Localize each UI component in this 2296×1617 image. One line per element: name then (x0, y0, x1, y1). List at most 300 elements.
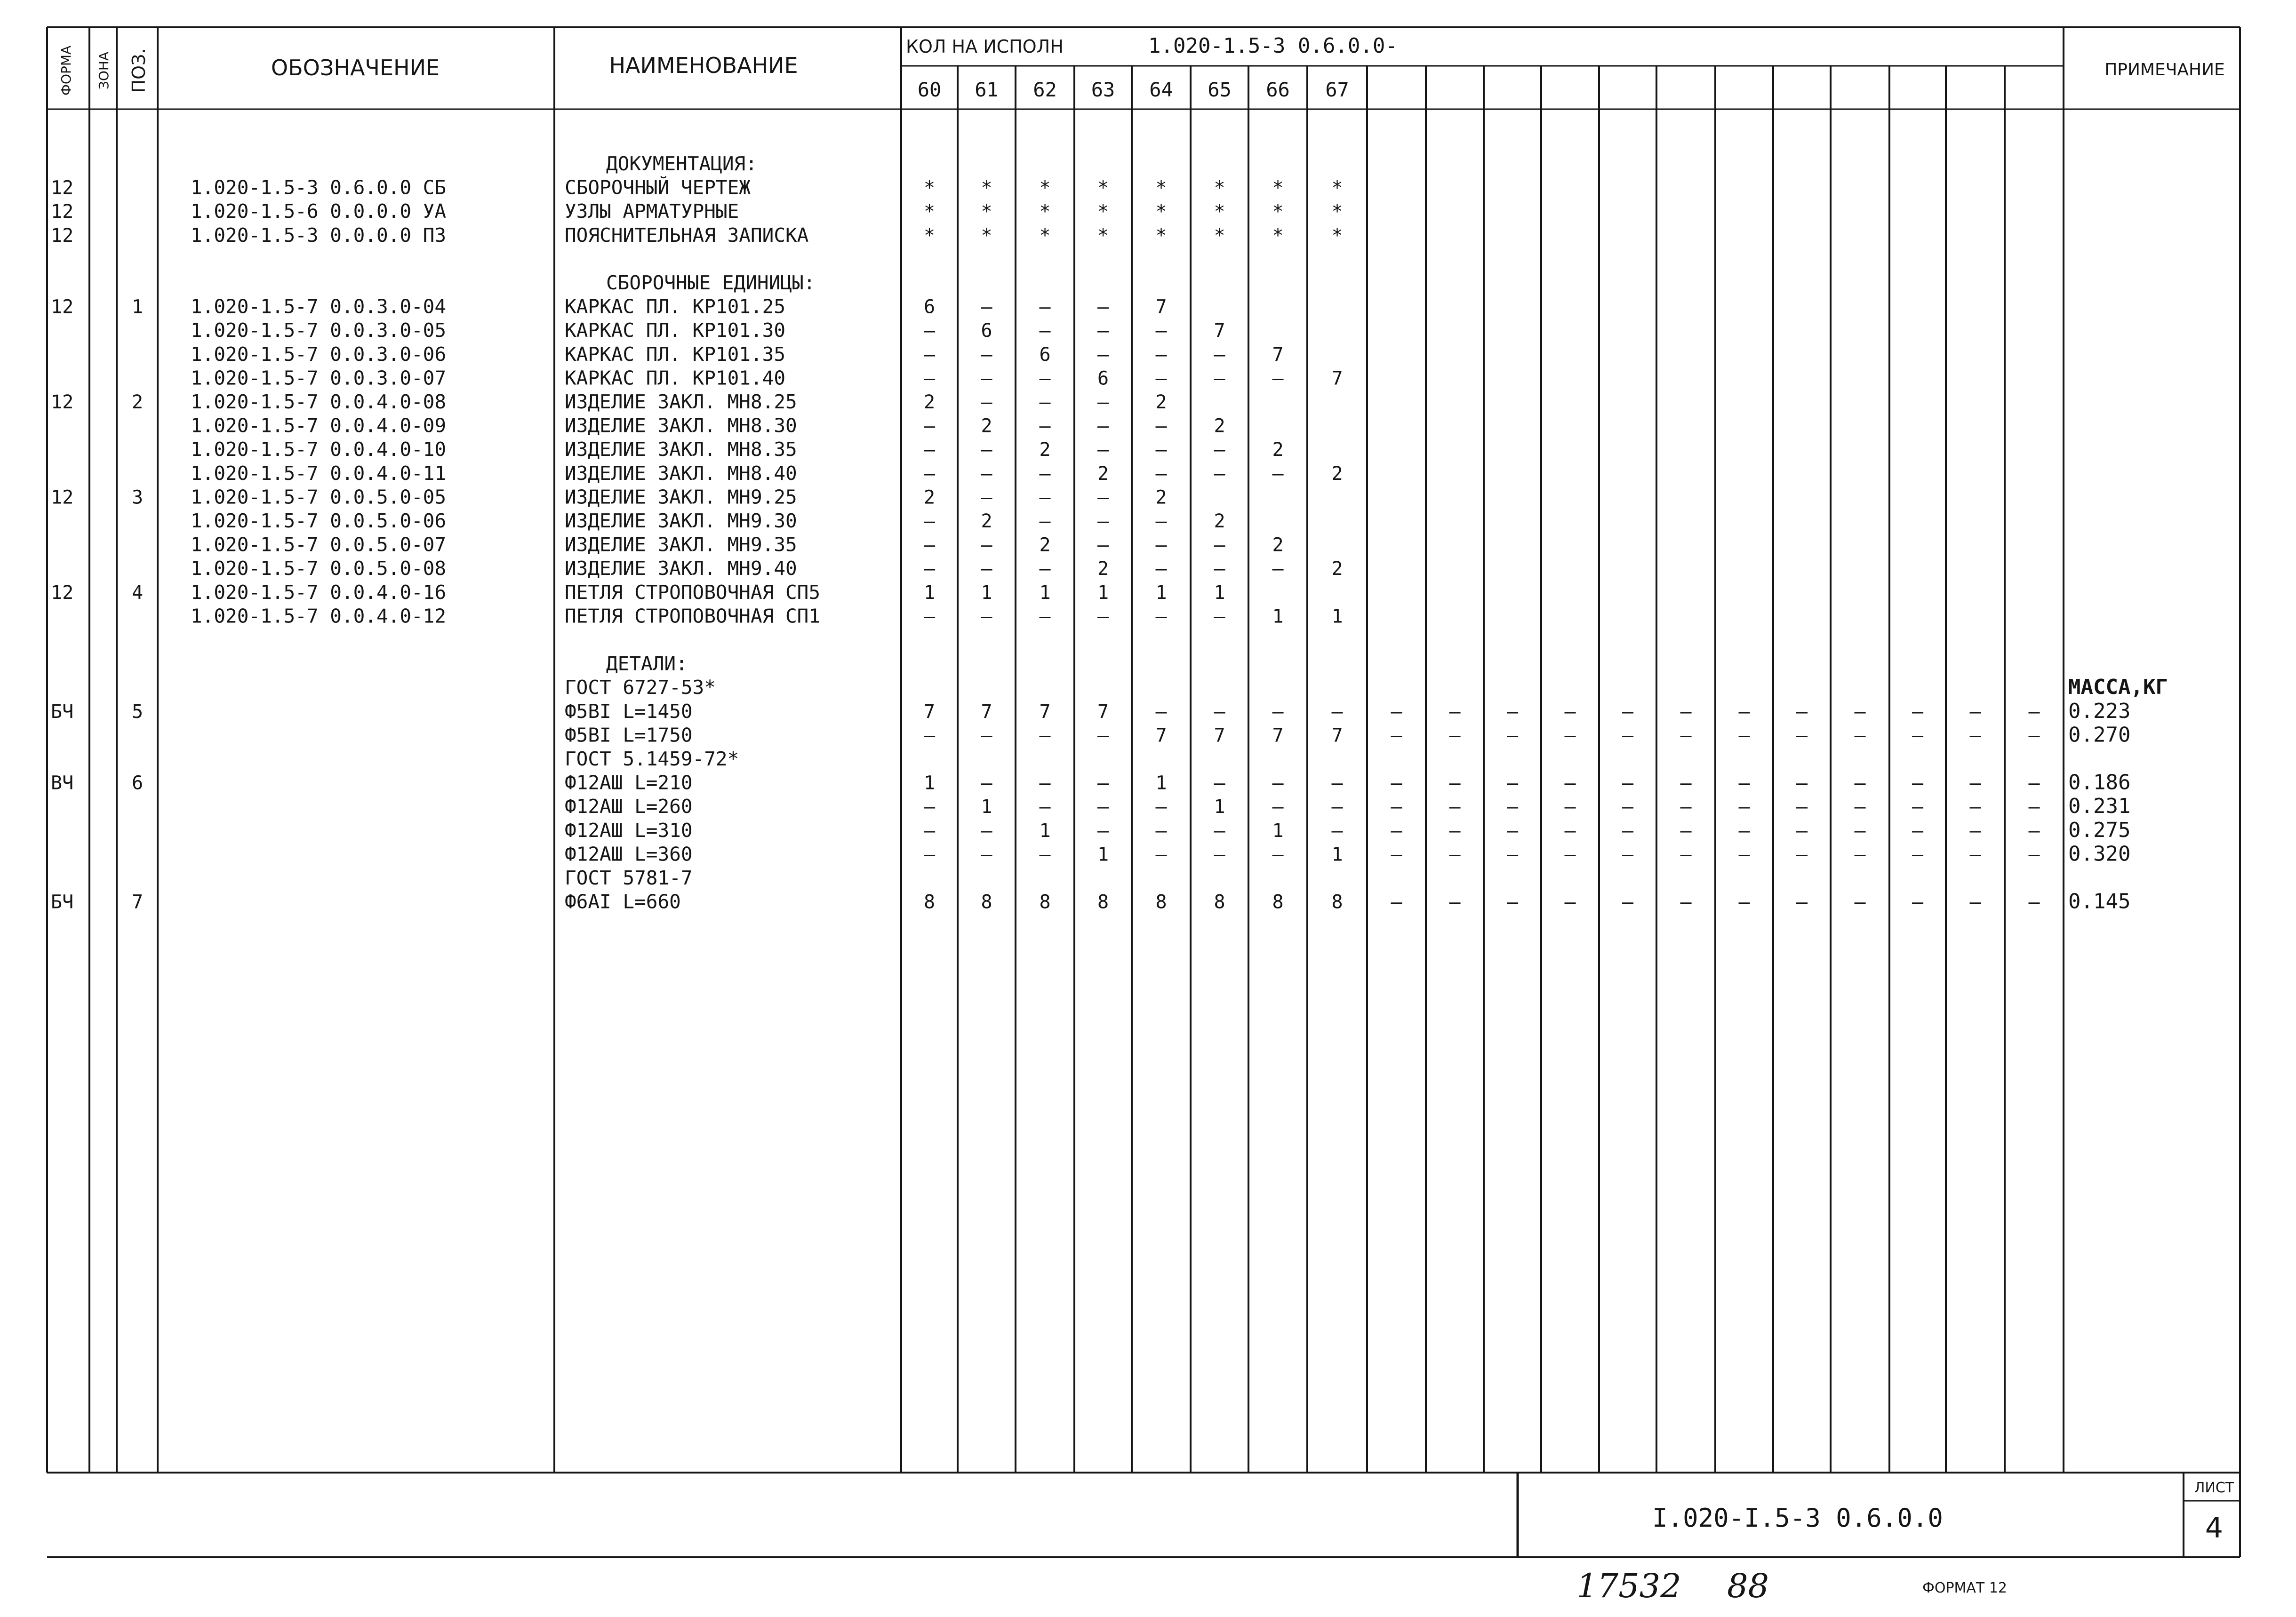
qty-cell: – (923, 415, 936, 437)
qty-cell: 1 (1272, 605, 1284, 628)
poz-cell: 4 (131, 581, 144, 604)
qty-cell: – (1097, 772, 1109, 794)
qty-cell: – (1391, 820, 1402, 842)
name-cell: ДОКУМЕНТАЦИЯ: (606, 152, 757, 175)
qty-cell: – (1796, 891, 1808, 913)
qty-cell: – (1506, 844, 1519, 866)
name-cell: ИЗДЕЛИЕ ЗАКЛ. МН8.35 (565, 438, 797, 461)
header-zona: ЗОНА (96, 51, 112, 90)
qty-cell: * (923, 201, 936, 223)
qty-cell: – (1622, 844, 1634, 866)
name-cell: ИЗДЕЛИЕ ЗАКЛ. МН9.35 (565, 533, 797, 556)
qty-cell: – (1391, 891, 1402, 913)
qty-cell: * (1039, 177, 1051, 199)
name-cell: СБОРОЧНЫЙ ЧЕРТЕЖ (565, 176, 751, 199)
qty-cell: – (1331, 796, 1343, 818)
designation-cell: 1.020-1.5-6 0.0.0.0 УА (191, 200, 447, 223)
qty-cell: – (1912, 844, 1924, 866)
qty-cell: – (1680, 844, 1692, 866)
qty-cell: – (1449, 701, 1461, 723)
note-cell: 0.223 (2068, 699, 2131, 723)
qty-cell: – (1564, 820, 1576, 842)
qty-cell: 1 (1155, 581, 1167, 604)
qty-cell: 7 (1272, 725, 1284, 747)
qty-cell: – (1155, 510, 1167, 532)
qty-cell: * (981, 201, 992, 223)
qty-cell: * (1272, 201, 1284, 223)
qty-cell: 7 (923, 701, 936, 723)
table-row (606, 271, 815, 294)
qty-cell: – (1155, 462, 1167, 485)
poz-cell: 5 (131, 701, 144, 723)
designation-cell: 1.020-1.5-7 0.0.4.0-10 (191, 438, 447, 461)
header-forma: ФОРМА (58, 45, 74, 96)
qty-cell: – (1680, 820, 1692, 842)
name-cell: ПЕТЛЯ СТРОПОВОЧНАЯ СП1 (565, 605, 821, 628)
qty-cell: – (1097, 820, 1109, 842)
qty-cell: 2 (1272, 534, 1284, 556)
qty-cell: – (1912, 701, 1924, 723)
qty-cell: 1 (981, 581, 992, 604)
qty-cell: – (1155, 439, 1167, 461)
qty-cell: – (1214, 462, 1225, 485)
qty-cell: – (981, 391, 992, 413)
qty-cell: – (1622, 701, 1634, 723)
designation-cell: 1.020-1.5-7 0.0.3.0-06 (191, 343, 447, 366)
qty-cell: 8 (981, 891, 992, 913)
qty-cell: – (1272, 462, 1284, 485)
qty-cell: – (1564, 796, 1576, 818)
qty-cell: – (1039, 296, 1051, 318)
qty-cell: 7 (1272, 343, 1284, 366)
name-cell: Ф12АШ L=360 (565, 843, 693, 866)
qty-cell: – (2028, 796, 2040, 818)
poz-cell: 6 (131, 772, 144, 794)
qty-cell: 6 (923, 296, 936, 318)
designation-cell: 1.020-1.5-7 0.0.3.0-07 (191, 366, 447, 390)
designation-cell: 1.020-1.5-7 0.0.4.0-16 (191, 581, 447, 604)
forma-cell: 12 (51, 581, 74, 604)
qty-cell: 1 (1272, 820, 1284, 842)
qty-cell: 8 (1272, 891, 1284, 913)
qty-cell: – (1097, 486, 1109, 509)
qty-cell: 2 (1331, 558, 1343, 580)
document-code: I.020-I.5-3 0.6.0.0 (1652, 1503, 1943, 1533)
forma-cell: 12 (51, 391, 74, 413)
qty-cell: – (1214, 534, 1225, 556)
poz-cell: 2 (131, 391, 144, 413)
name-cell: ГОСТ 5781-7 (565, 867, 693, 889)
qty-cell: 7 (1155, 725, 1167, 747)
qty-cell: 1 (1039, 820, 1051, 842)
qty-cell: * (1155, 201, 1167, 223)
qty-cell: * (1155, 224, 1167, 247)
qty-cell: – (1796, 701, 1808, 723)
name-cell: ДЕТАЛИ: (606, 652, 688, 675)
qty-cell: – (1155, 558, 1167, 580)
qty-cell: – (2028, 725, 2040, 747)
qty-cell: 8 (1039, 891, 1051, 913)
qty-cell: – (1272, 558, 1284, 580)
qty-cell: 8 (1331, 891, 1343, 913)
note-cell: 0.145 (2068, 889, 2131, 914)
qty-cell: – (981, 558, 992, 580)
qty-cell: – (2028, 820, 2040, 842)
qty-cell: – (1854, 844, 1866, 866)
qty-cell: – (1039, 558, 1051, 580)
qty-cell: – (1214, 605, 1225, 628)
qty-cell: 8 (1097, 891, 1109, 913)
qty-cell: – (1912, 820, 1924, 842)
qty-cell: * (1214, 201, 1225, 223)
name-cell: ИЗДЕЛИЕ ЗАКЛ. МН9.30 (565, 510, 797, 532)
qty-cell: – (1155, 605, 1167, 628)
name-cell: КАРКАС ПЛ. КР101.25 (565, 295, 785, 318)
designation-cell: 1.020-1.5-3 0.0.0.0 ПЗ (191, 223, 447, 247)
qty-cell: – (923, 534, 936, 556)
qty-cell: – (1155, 844, 1167, 866)
qty-cell: – (1039, 772, 1051, 794)
qty-cell: 2 (1039, 439, 1051, 461)
qty-cell: – (1912, 725, 1924, 747)
qty-cell: – (1039, 462, 1051, 485)
qty-cell: – (923, 558, 936, 580)
qty-cell: – (981, 725, 992, 747)
handwritten-page-number: 88 (1727, 1567, 1769, 1605)
qty-cell: – (981, 486, 992, 509)
qty-cell: * (1097, 201, 1109, 223)
designation-cell: 1.020-1.5-7 0.0.5.0-06 (191, 510, 447, 532)
name-cell: ПОЯСНИТЕЛЬНАЯ ЗАПИСКА (565, 223, 809, 247)
qty-cell: – (923, 605, 936, 628)
name-cell: КАРКАС ПЛ. КР101.35 (565, 343, 785, 366)
qty-cell: – (1738, 725, 1750, 747)
name-cell: ИЗДЕЛИЕ ЗАКЛ. МН8.30 (565, 414, 797, 437)
name-cell: КАРКАС ПЛ. КР101.40 (565, 366, 785, 390)
qty-cell: – (1391, 772, 1402, 794)
name-cell: Ф12АШ L=210 (565, 771, 693, 794)
qty-cell: 2 (981, 415, 992, 437)
qty-cell: – (1622, 725, 1634, 747)
name-cell: Ф12АШ L=310 (565, 819, 693, 842)
qty-cell: – (1854, 796, 1866, 818)
qty-cell: 1 (1039, 581, 1051, 604)
qty-cell: 7 (1331, 725, 1343, 747)
qty-cell: – (1912, 772, 1924, 794)
qty-cell: * (1039, 224, 1051, 247)
name-cell: Ф5ВI L=1450 (565, 700, 693, 723)
variant-label: 61 (975, 78, 999, 101)
qty-cell: – (1097, 439, 1109, 461)
qty-cell: – (1039, 844, 1051, 866)
qty-cell: 2 (1331, 462, 1343, 485)
note-cell: 0.186 (2068, 770, 2131, 795)
qty-cell: 1 (1331, 605, 1343, 628)
qty-cell: – (1506, 701, 1519, 723)
qty-cell: – (981, 343, 992, 366)
name-cell: ИЗДЕЛИЕ ЗАКЛ. МН8.25 (565, 390, 797, 413)
qty-cell: 7 (1214, 725, 1225, 747)
qty-cell: – (1039, 391, 1051, 413)
designation-cell: 1.020-1.5-7 0.0.4.0-08 (191, 390, 447, 413)
qty-cell: – (1039, 725, 1051, 747)
qty-cell: – (1039, 367, 1051, 390)
qty-cell: 1 (1097, 581, 1109, 604)
qty-cell: – (1155, 820, 1167, 842)
qty-cell: – (1796, 844, 1808, 866)
forma-cell: 12 (51, 296, 74, 318)
name-cell: Ф12АШ L=260 (565, 795, 693, 818)
sheet-number: 4 (2205, 1512, 2224, 1545)
qty-cell: 2 (1214, 510, 1225, 532)
qty-cell: – (1969, 820, 1981, 842)
qty-cell: – (1796, 820, 1808, 842)
note-cell: 0.320 (2068, 842, 2131, 866)
qty-cell: – (1039, 320, 1051, 342)
qty-cell: * (1155, 177, 1167, 199)
qty-cell: – (1854, 891, 1866, 913)
qty-cell: – (1680, 796, 1692, 818)
designation-cell: 1.020-1.5-7 0.0.5.0-08 (191, 557, 447, 580)
qty-cell: – (1097, 510, 1109, 532)
name-cell: ИЗДЕЛИЕ ЗАКЛ. МН8.40 (565, 462, 797, 485)
qty-cell: – (1969, 891, 1981, 913)
qty-cell: – (1854, 701, 1866, 723)
qty-cell: 8 (923, 891, 936, 913)
qty-cell: – (981, 296, 992, 318)
qty-cell: – (1391, 725, 1402, 747)
qty-cell: – (1097, 415, 1109, 437)
qty-cell: – (1214, 439, 1225, 461)
qty-cell: – (1272, 772, 1284, 794)
sheet-label: ЛИСТ (2194, 1480, 2234, 1496)
qty-cell: – (1097, 796, 1109, 818)
qty-cell: – (981, 439, 992, 461)
variant-label: 60 (917, 78, 942, 101)
qty-cell: – (1969, 844, 1981, 866)
qty-cell: – (981, 820, 992, 842)
qty-cell: – (1564, 891, 1576, 913)
qty-cell: * (981, 177, 992, 199)
qty-cell: – (1155, 796, 1167, 818)
qty-cell: * (1331, 201, 1343, 223)
qty-cell: 7 (1214, 320, 1225, 342)
qty-cell: – (1331, 772, 1343, 794)
qty-cell: – (923, 439, 936, 461)
qty-cell: – (1391, 844, 1402, 866)
qty-cell: – (1449, 844, 1461, 866)
qty-cell: – (1738, 796, 1750, 818)
note-cell: 0.231 (2068, 794, 2131, 819)
qty-cell: 2 (1214, 415, 1225, 437)
qty-cell: 1 (1097, 844, 1109, 866)
qty-cell: – (923, 462, 936, 485)
qty-cell: – (1680, 772, 1692, 794)
qty-cell: – (923, 844, 936, 866)
variant-label: 66 (1266, 78, 1290, 101)
header-primechanie: ПРИМЕЧАНИЕ (2104, 60, 2225, 80)
table-row (606, 152, 757, 175)
designation-cell: 1.020-1.5-7 0.0.3.0-05 (191, 319, 447, 342)
designation-cell: 1.020-1.5-3 0.6.0.0 СБ (191, 176, 447, 199)
qty-cell: – (1622, 772, 1634, 794)
qty-cell: – (1969, 796, 1981, 818)
qty-cell: – (1272, 367, 1284, 390)
forma-cell: ВЧ (51, 772, 74, 794)
qty-cell: 8 (1155, 891, 1167, 913)
qty-cell: – (1331, 701, 1343, 723)
qty-cell: – (1680, 701, 1692, 723)
qty-cell: – (1854, 820, 1866, 842)
qty-cell: 7 (1097, 701, 1109, 723)
qty-cell: – (1039, 796, 1051, 818)
variant-label: 62 (1033, 78, 1057, 101)
name-cell: ИЗДЕЛИЕ ЗАКЛ. МН9.25 (565, 486, 797, 509)
qty-cell: – (1155, 320, 1167, 342)
qty-cell: – (1155, 701, 1167, 723)
qty-cell: – (1449, 820, 1461, 842)
qty-cell: – (1680, 725, 1692, 747)
qty-cell: – (1622, 891, 1634, 913)
qty-cell: * (1097, 177, 1109, 199)
variant-label: 65 (1208, 78, 1232, 101)
qty-cell: – (2028, 772, 2040, 794)
header-oboznachenie: ОБОЗНАЧЕНИЕ (271, 55, 440, 80)
qty-cell: – (1564, 772, 1576, 794)
qty-cell: – (1796, 772, 1808, 794)
qty-cell: * (1214, 177, 1225, 199)
designation-cell: 1.020-1.5-7 0.0.4.0-11 (191, 462, 447, 485)
qty-cell: – (1097, 725, 1109, 747)
qty-cell: 6 (1039, 343, 1051, 366)
qty-cell: – (981, 462, 992, 485)
qty-cell: 8 (1214, 891, 1225, 913)
qty-cell: 2 (923, 391, 936, 413)
name-cell: ГОСТ 5.1459-72* (565, 748, 739, 770)
qty-cell: – (1738, 701, 1750, 723)
qty-cell: – (1155, 367, 1167, 390)
qty-cell: – (923, 796, 936, 818)
qty-cell: – (1854, 725, 1866, 747)
qty-cell: 1 (923, 772, 936, 794)
variant-label: 67 (1325, 78, 1349, 101)
qty-cell: – (1039, 415, 1051, 437)
qty-cell: – (1214, 820, 1225, 842)
qty-cell: – (1506, 796, 1519, 818)
name-cell: УЗЛЫ АРМАТУРНЫЕ (565, 200, 739, 223)
name-cell: Ф6АI L=660 (565, 890, 681, 913)
qty-cell: – (1738, 891, 1750, 913)
qty-cell: – (2028, 891, 2040, 913)
forma-cell: БЧ (51, 891, 74, 913)
name-cell: ИЗДЕЛИЕ ЗАКЛ. МН9.40 (565, 557, 797, 580)
qty-cell: – (923, 820, 936, 842)
poz-cell: 7 (131, 891, 144, 913)
qty-cell: – (1912, 891, 1924, 913)
qty-cell: 1 (1214, 581, 1225, 604)
qty-cell: 2 (1272, 439, 1284, 461)
note-cell: 0.270 (2068, 723, 2131, 747)
qty-cell: – (981, 367, 992, 390)
qty-cell: – (1097, 320, 1109, 342)
name-cell: КАРКАС ПЛ. КР101.30 (565, 319, 785, 342)
qty-cell: 2 (1097, 558, 1109, 580)
qty-cell: 7 (1039, 701, 1051, 723)
qty-cell: – (1449, 796, 1461, 818)
qty-cell: 7 (981, 701, 992, 723)
forma-cell: 12 (51, 201, 74, 223)
variant-label: 63 (1091, 78, 1115, 101)
designation-cell: 1.020-1.5-7 0.0.5.0-05 (191, 486, 447, 509)
table-row (565, 867, 693, 889)
qty-cell: – (1155, 534, 1167, 556)
qty-cell: 2 (981, 510, 992, 532)
qty-cell: – (1097, 534, 1109, 556)
forma-cell: БЧ (51, 701, 74, 723)
qty-cell: – (923, 343, 936, 366)
qty-cell: – (981, 844, 992, 866)
qty-cell: – (1039, 510, 1051, 532)
forma-cell: 12 (51, 224, 74, 247)
qty-cell: – (1449, 891, 1461, 913)
variant-label: 64 (1149, 78, 1173, 101)
qty-cell: – (1506, 772, 1519, 794)
qty-cell: – (1449, 772, 1461, 794)
qty-cell: – (1738, 820, 1750, 842)
poz-cell: 1 (131, 296, 144, 318)
qty-cell: – (1912, 796, 1924, 818)
note-cell: 0.275 (2068, 818, 2131, 842)
qty-cell: * (1214, 224, 1225, 247)
qty-cell: – (1506, 891, 1519, 913)
qty-cell: – (981, 772, 992, 794)
qty-cell: – (1214, 367, 1225, 390)
qty-cell: 6 (981, 320, 992, 342)
name-cell: Ф5ВI L=1750 (565, 724, 693, 747)
qty-cell: – (1680, 891, 1692, 913)
qty-cell: – (1969, 701, 1981, 723)
designation-cell: 1.020-1.5-7 0.0.4.0-12 (191, 605, 447, 628)
qty-cell: – (1272, 844, 1284, 866)
qty-cell: – (1506, 725, 1519, 747)
qty-cell: * (981, 224, 992, 247)
qty-cell: * (1331, 224, 1343, 247)
name-cell: ГОСТ 6727-53* (565, 676, 716, 699)
qty-cell: 2 (1039, 534, 1051, 556)
forma-cell: 12 (51, 486, 74, 509)
qty-cell: 2 (1155, 391, 1167, 413)
designation-cell: 1.020-1.5-7 0.0.3.0-04 (191, 295, 447, 318)
qty-cell: – (1214, 343, 1225, 366)
qty-cell: * (1272, 177, 1284, 199)
qty-cell: – (1097, 296, 1109, 318)
qty-cell: – (923, 367, 936, 390)
table-row (606, 653, 688, 675)
format-label: ФОРМАТ 12 (1922, 1580, 2007, 1596)
name-cell: СБОРОЧНЫЕ ЕДИНИЦЫ: (606, 271, 816, 294)
qty-cell: – (1155, 343, 1167, 366)
qty-cell: – (1214, 772, 1225, 794)
qty-cell: 1 (981, 796, 992, 818)
qty-cell: – (1854, 772, 1866, 794)
qty-cell: – (1391, 796, 1402, 818)
qty-cell: * (1039, 201, 1051, 223)
qty-cell: – (1097, 391, 1109, 413)
qty-cell: 2 (923, 486, 936, 509)
header-poz: ПОЗ. (128, 48, 149, 93)
qty-cell: 1 (1155, 772, 1167, 794)
qty-cell: – (1331, 820, 1343, 842)
